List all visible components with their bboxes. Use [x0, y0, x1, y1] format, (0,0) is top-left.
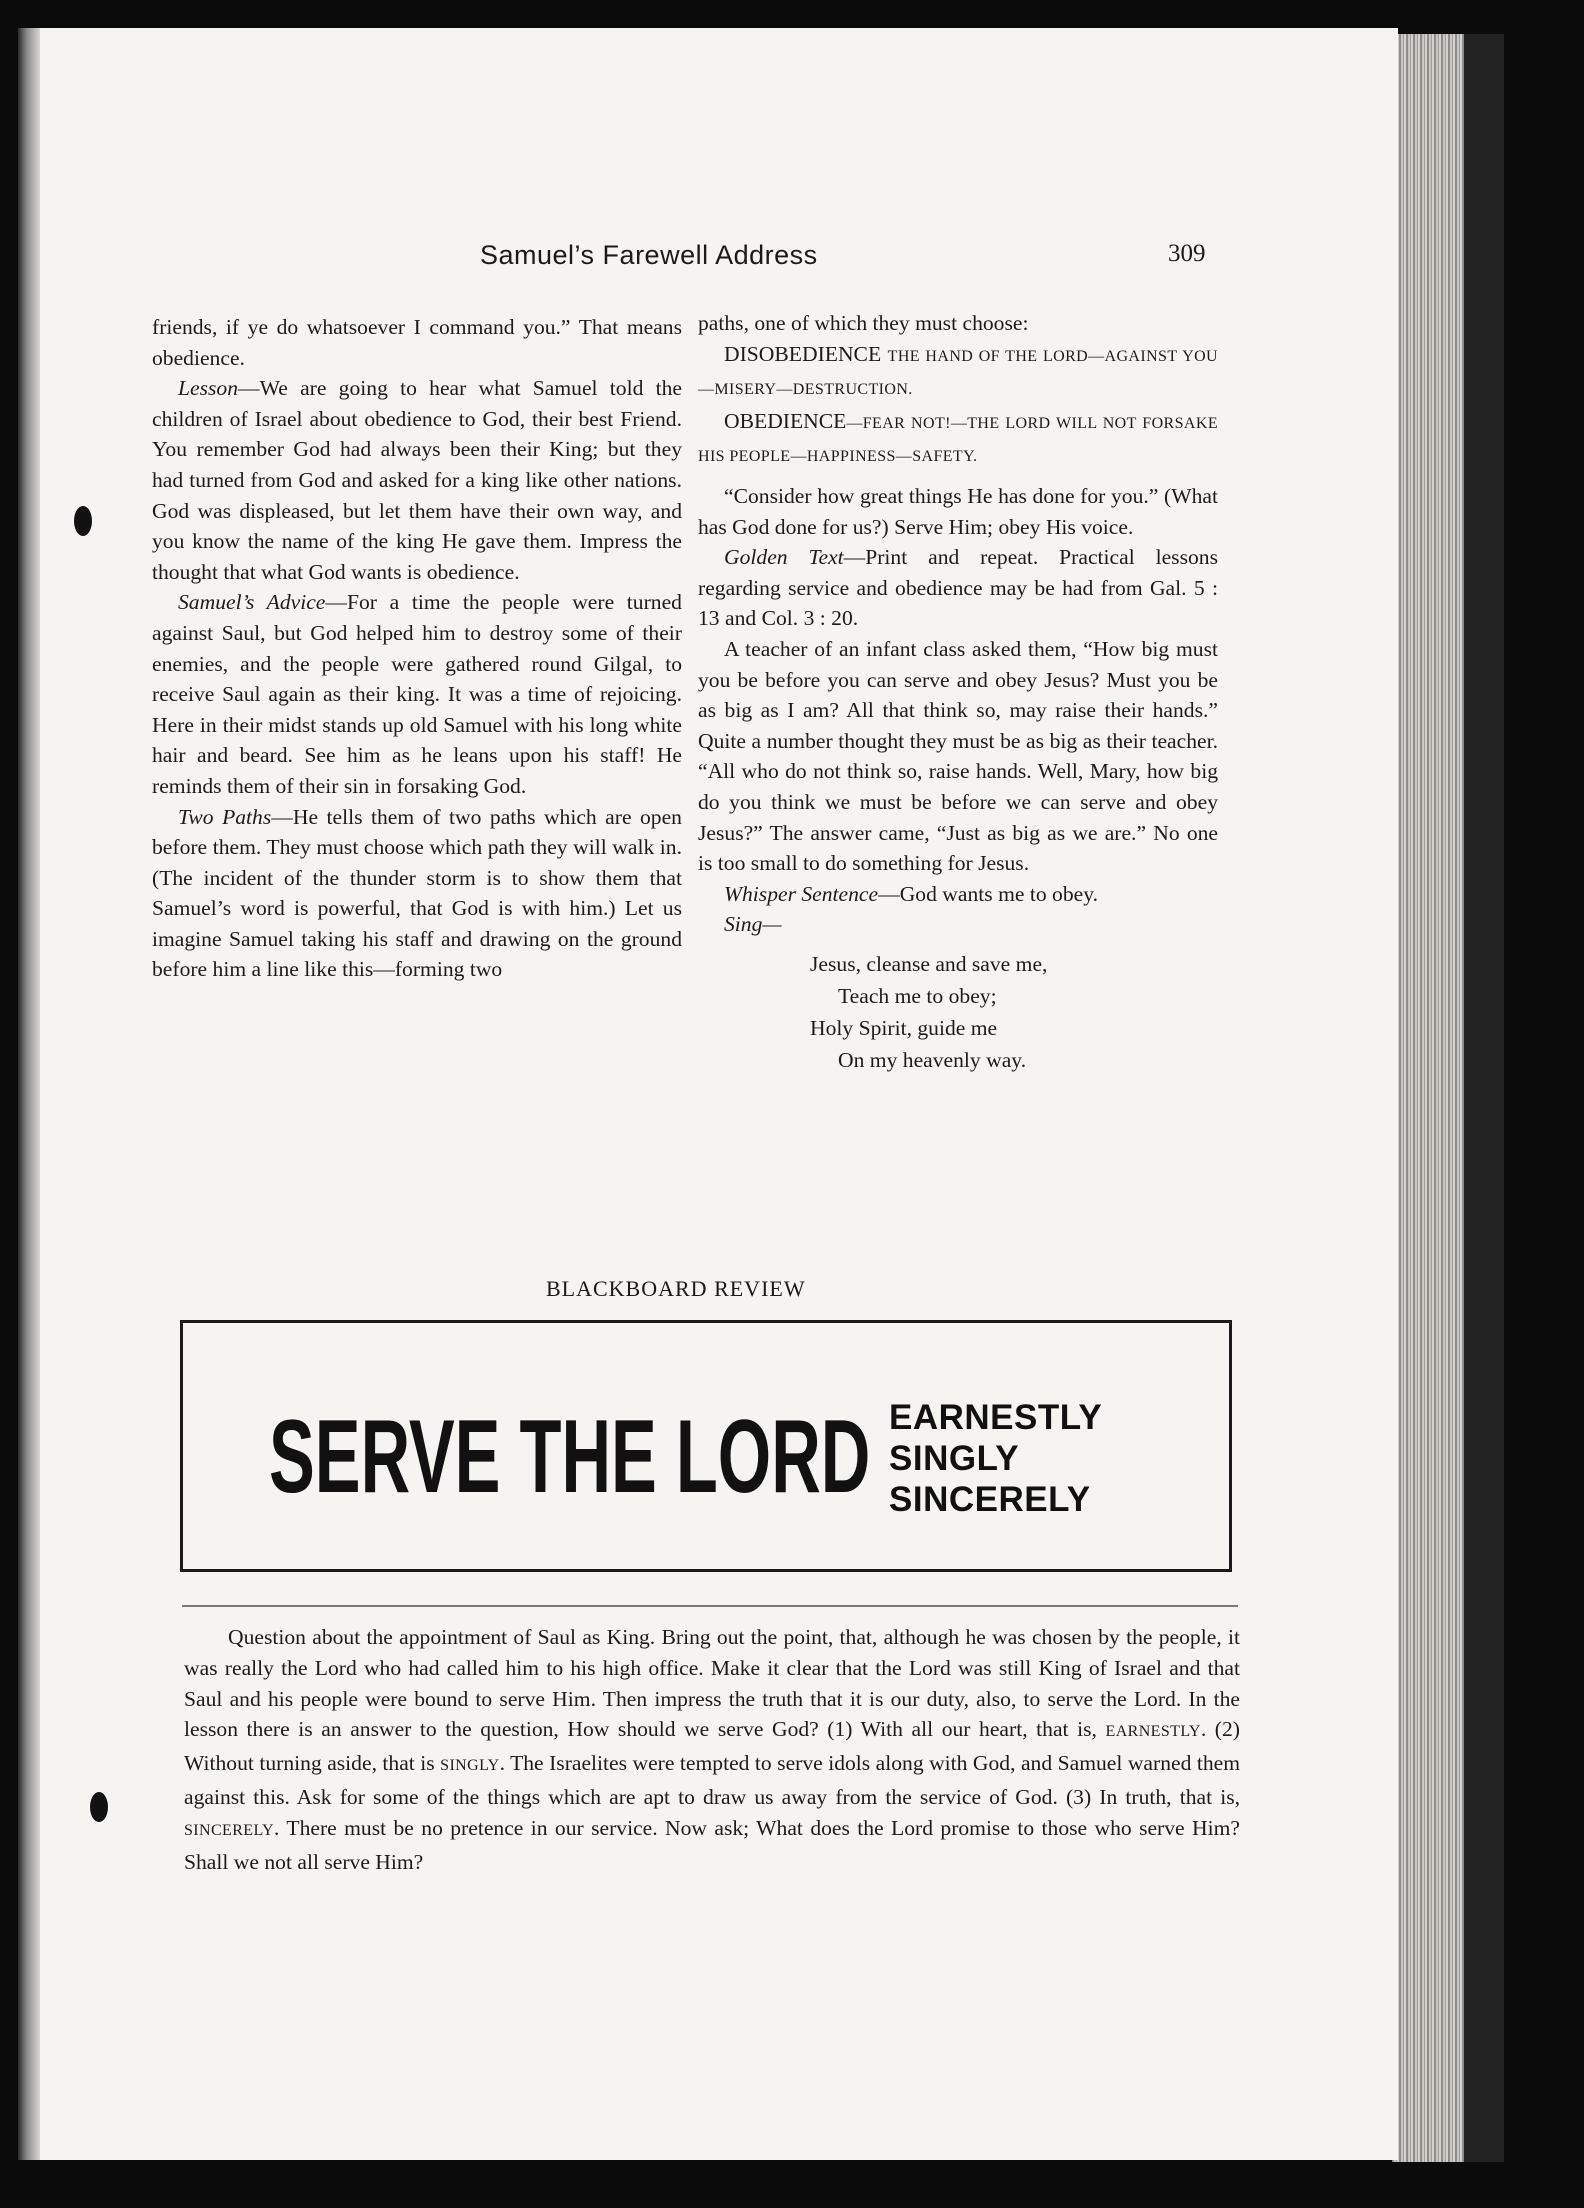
blackboard-word-list [889, 1397, 1102, 1520]
paragraph: “Consider how great things He has done for you.” (What has God done for us?) Serve Him; obey His voice. [698, 483, 1218, 539]
small-caps-term: SINCERELY [184, 1821, 274, 1839]
blackboard-main-text: SERVE THE LORD [269, 1399, 871, 1515]
paragraph-lead: Whisper Sentence [724, 881, 879, 906]
paragraph-samuels-advice [152, 587, 682, 801]
path-label: DISOBEDIENCE [724, 341, 882, 366]
path-description: THE HAND OF THE LORD—AGAINST YOU—MISERY—DESTRUCTION. [698, 347, 1218, 399]
blackboard-review-heading: BLACKBOARD REVIEW [546, 1276, 806, 1301]
verse-line: Holy Spirit, guide me [810, 1015, 998, 1040]
small-caps-term: EARNESTLY [1105, 1723, 1201, 1741]
book-back-edge [1464, 34, 1504, 2162]
paragraph-text: —For a time the people were turned against Saul, but God helped him to destroy some of their enemies, and the people were gathered round Gilgal, to receive Saul again as their king. It was a time of rejoicing. Here in their midst stands up old Samuel with his long white hair and beard. See him as he leans upon his staff! He reminds them of their sin in forsaking God. [152, 590, 682, 798]
paragraph-lesson [152, 373, 682, 587]
paragraph-text: . There must be no pretence in our service. Now ask; What does the Lord promise to those who serve Him? Shall we not all serve Him? [184, 1815, 1240, 1874]
paragraph-text: —We are going to hear what Samuel told the children of Israel about obedience to God, their best Friend. You remember God had always been their King; but they had turned from God and asked for a king like other nations. God was displeased, but let them have their own way, and you know the name of the king He gave them. Impress the thought that what God wants is obedience. [152, 376, 682, 584]
blackboard-word: SINGLY [889, 1439, 1020, 1478]
paragraph-text: . (2) Without turning aside, that is [184, 1717, 1240, 1776]
paragraph-text: . The Israelites were tempted to serve idols along with God, and Samuel warned them against this. Ask for some of the things which are apt to draw us away from the service of God. (3) In truth, that is, [184, 1751, 1241, 1809]
paragraph-whisper-sentence [698, 879, 1218, 910]
small-caps-term: SINGLY [440, 1757, 500, 1775]
verse-line: On my heavenly way. [838, 1047, 1027, 1072]
paragraph-lead: Golden Text [724, 545, 844, 570]
paragraph: paths, one of which they must choose: [698, 311, 1029, 335]
left-column [152, 312, 682, 985]
paragraph: friends, if ye do whatsoever I command you.” That means obedience. [152, 315, 682, 370]
binding-hole-icon [90, 1792, 108, 1822]
paragraph-lead: Lesson [178, 376, 238, 401]
blackboard-word: SINCERELY [889, 1480, 1091, 1519]
binding-hole-icon [74, 506, 92, 536]
path-disobedience [698, 339, 1218, 406]
paragraph: A teacher of an infant class asked them, “How big must you be before you can serve and obey Jesus? Must you be as big as I am? All that think so, may raise their hands.” Quite a number thought they must be as big as their teacher. “All who do not think so, raise hands. Well, Mary, how big do you think we must be before we can serve and obey Jesus?” The answer came, “Just as big as we are.” No one is too small to do something for Jesus. [698, 636, 1218, 876]
blackboard-box [180, 1320, 1232, 1572]
paragraph [184, 1622, 1240, 1877]
closing-paragraph [184, 1622, 1240, 1877]
paragraph-text: —God wants me to obey. [878, 881, 1099, 906]
verse-line: Jesus, cleanse and save me, [810, 951, 1048, 976]
paragraph-text: Question about the appointment of Saul as King. Bring out the point, that, although he was chosen by the people, it was really the Lord who had called him to his high office. Make it clear that the Lord was still King of Israel and that Saul and his people were bound to serve Him. Then impress the truth that it is our duty, also, to serve the Lord. In the lesson there is an answer to the question, How should we serve God? (1) With all our heart, that is, [184, 1625, 1240, 1742]
book-page-edges [1392, 34, 1464, 2162]
path-description: —FEAR NOT!—THE LORD WILL NOT FORSAKE HIS PEOPLE—HAPPINESS—SAFETY. [698, 414, 1218, 466]
right-column [698, 308, 1218, 1076]
paragraph-text: —Print and repeat. Practical lessons regarding service and obedience may be had from Gal. 5 : 13 and Col. 3 : 20. [698, 545, 1218, 631]
page-number: 309 [1168, 240, 1206, 267]
blackboard-word: EARNESTLY [889, 1398, 1103, 1437]
divider-line [182, 1605, 1238, 1607]
paragraph-golden-text [698, 542, 1218, 634]
paragraph-text: —He tells them of two paths which are open before them. They must choose which path they will walk in. (The incident of the thunder storm is to show them that Samuel’s word is powerful, that God is with him.) Let us imagine Samuel taking his staff and drawing on the ground before him a line like this—forming two [152, 804, 682, 982]
page-spine-shadow [18, 28, 40, 2160]
paragraph-two-paths [152, 802, 682, 986]
path-obedience [698, 406, 1218, 473]
paragraph-lead: Samuel’s Advice [178, 590, 326, 615]
paragraph-lead: Two Paths [178, 804, 272, 829]
path-label: OBEDIENCE [724, 408, 847, 433]
hymn-verse [810, 948, 1218, 1076]
paragraph-sing: Sing— [724, 912, 782, 937]
running-header-title: Samuel’s Farewell Address [480, 240, 818, 270]
verse-line: Teach me to obey; [838, 983, 997, 1008]
